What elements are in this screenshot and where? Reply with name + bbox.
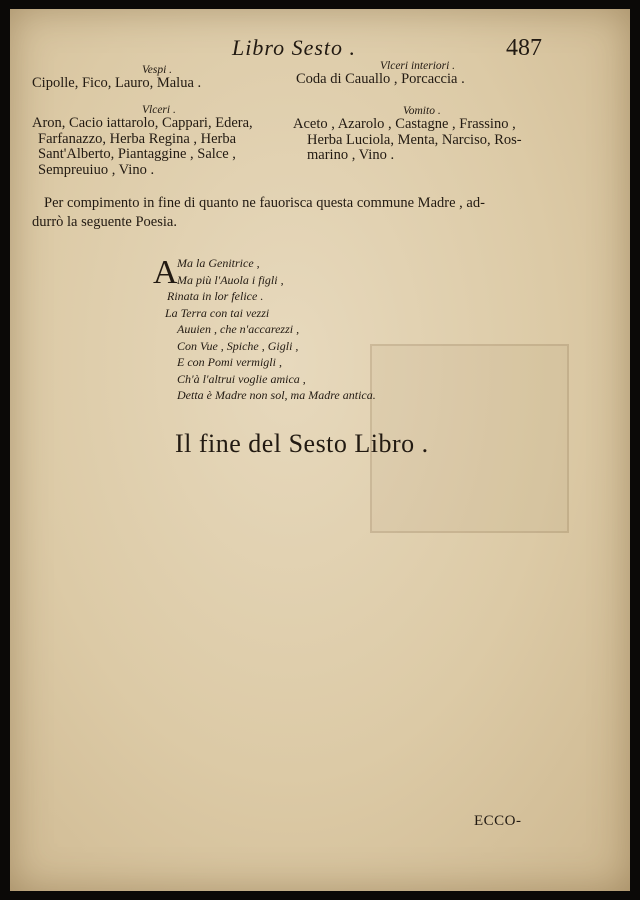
intro-line: durrò la seguente Poesia. <box>32 214 177 230</box>
remedy-group-vespi <box>32 64 202 92</box>
poem-line: La Terra con tai vezzi <box>165 305 270 320</box>
remedy-line: Herba Luciola, Menta, Narciso, Ros- <box>307 131 522 148</box>
remedy-heading: Vespi . <box>142 64 173 76</box>
book-page <box>10 9 630 891</box>
page-number: 487 <box>506 35 542 61</box>
remedy-line: Aron, Cacio iattarolo, Cappari, Edera, <box>32 115 253 131</box>
remedy-group-vlceri-interiori <box>296 61 465 88</box>
remedy-line: Sempreuiuo , Vino . <box>38 161 155 178</box>
intro-paragraph <box>32 194 562 232</box>
remedy-line: Cipolle, Fico, Lauro, Malua . <box>32 75 202 91</box>
remedy-line: Sant'Alberto, Piantaggine , Salce , <box>38 146 236 162</box>
poem-line: Auuien , che n'accarezzi , <box>177 322 300 336</box>
poem-line: Ch'à l'altrui voglie amica , <box>177 371 306 386</box>
remedy-line: Coda di Cauallo , Porcaccia . <box>296 71 465 87</box>
remedy-heading: Vomito . <box>403 105 441 117</box>
remedy-heading: Vlceri . <box>142 104 176 116</box>
chapter-end-heading: Il fine del Sesto Libro . <box>175 429 429 458</box>
poem-line: Ma la Genitrice , <box>177 256 260 270</box>
remedy-line: Farfanazzo, Herba Regina , Herba <box>38 130 237 147</box>
poem-line: Detta è Madre non sol, ma Madre antica. <box>177 388 376 402</box>
poem-line: E con Pomi vermigli , <box>177 355 282 369</box>
poem <box>155 255 376 404</box>
poem-line: Ma più l'Auola i figli , <box>177 272 284 287</box>
poem-line: Con Vue , Spiche , Gigli , <box>177 338 299 353</box>
running-title: Libro Sesto . <box>232 35 357 60</box>
drop-capital: A <box>153 254 178 291</box>
intro-line: Per compimento in fine di quanto ne fauorisca questa commune Madre , ad- <box>44 195 485 211</box>
remedy-group-vomito <box>293 106 522 164</box>
remedy-line: marino , Vino . <box>307 147 395 163</box>
remedy-group-vlceri <box>32 105 253 178</box>
catchword: ECCO- <box>474 813 522 829</box>
remedy-line: Aceto , Azarolo , Castagne , Frassino , <box>293 116 516 132</box>
remedy-heading: Vlceri interiori . <box>380 60 456 72</box>
poem-line: Rinata in lor felice . <box>167 289 264 303</box>
